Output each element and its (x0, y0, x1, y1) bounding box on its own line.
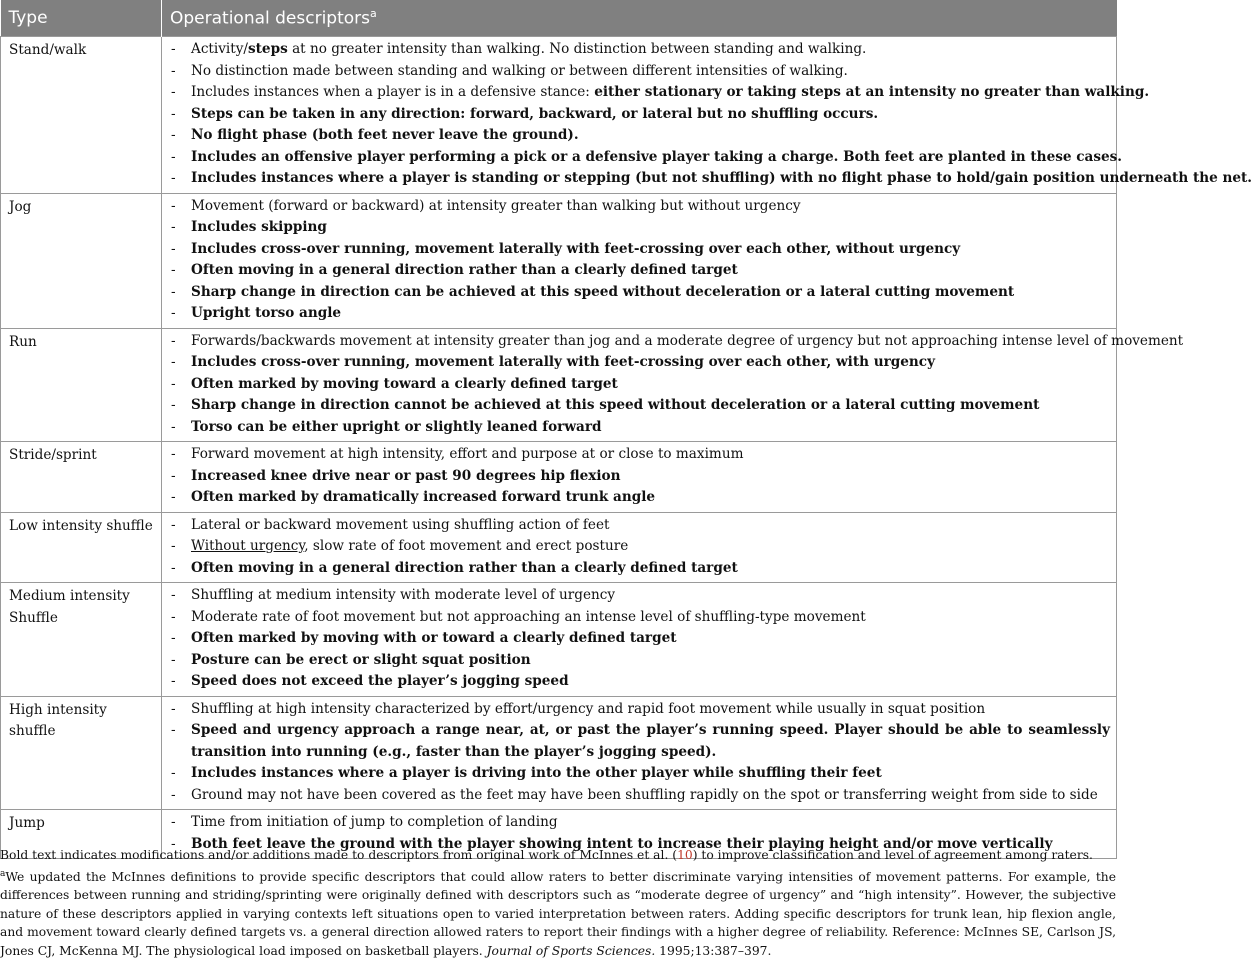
movement-type: Jump (1, 810, 162, 859)
descriptor-text: Shuffling at high intensity characterized by effort/urgency and rapid foot movement while usually in squat position (191, 700, 986, 717)
bullet-dash: - (171, 673, 176, 689)
bullet-dash: - (171, 127, 176, 143)
descriptor-text: Speed and urgency approach a range near, at, or past the player’s running speed. Player should be able to seamlessly transition into running (e.g., faster than the player’s jogging speed). (191, 722, 1110, 760)
operational-descriptors (162, 193, 1117, 328)
reference-link[interactable]: 10 (677, 848, 693, 862)
bullet-dash: - (171, 84, 176, 100)
bullet-dash: - (171, 722, 176, 738)
bullet-dash: - (171, 835, 176, 852)
bullet-dash: - (171, 105, 176, 122)
descriptor-item (162, 536, 1116, 558)
descriptor-text: , slow rate of foot movement and erect posture (304, 538, 629, 554)
bullet-dash: - (171, 219, 176, 235)
descriptor-text: No distinction made between standing and walking or between different intensities of walking. (191, 62, 848, 79)
descriptor-text: Increased knee drive near or past 90 degrees hip flexion (191, 467, 621, 484)
bullet-dash: - (171, 700, 176, 717)
descriptor-item (162, 168, 1252, 190)
descriptor-text: Includes cross-over running, movement laterally with feet-crossing over each other, with urgency (191, 354, 935, 370)
descriptor-text: Sharp change in direction cannot be achieved at this speed without deceleration or a lateral cutting movement (191, 397, 1040, 413)
descriptor-item (162, 515, 1116, 537)
descriptor-item (162, 671, 1116, 693)
operational-descriptors (162, 512, 1117, 583)
table-row (1, 37, 1117, 194)
movement-type: Medium intensity Shuffle (1, 583, 162, 697)
bullet-dash: - (171, 148, 176, 165)
bullet-dash: - (171, 630, 176, 646)
movement-type: Stand/walk (1, 37, 162, 194)
descriptor-text: No flight phase (both feet never leave the ground). (191, 127, 579, 143)
descriptor-text: Forward movement at high intensity, effort and purpose at or close to maximum (191, 446, 744, 462)
bullet-dash: - (171, 197, 176, 214)
descriptor-item (162, 282, 1116, 304)
table-row (1, 193, 1117, 328)
bullet-dash: - (171, 516, 176, 533)
bullet-dash: - (171, 559, 176, 576)
bullet-dash: - (171, 262, 176, 278)
descriptor-item (162, 487, 1116, 509)
table-notes (0, 846, 1116, 960)
bullet-dash: - (171, 305, 176, 321)
table-row (1, 696, 1117, 810)
descriptor-text: steps (248, 41, 288, 57)
bullet-dash: - (171, 240, 176, 257)
bullet-dash: - (171, 375, 176, 392)
descriptor-text: Includes an offensive player performing a pick or a defensive player taking a charge. Both feet are planted in these cases. (191, 148, 1123, 165)
movement-type: Stride/sprint (1, 442, 162, 513)
bullet-dash: - (171, 651, 176, 668)
bullet-dash: - (171, 283, 176, 300)
descriptor-item (162, 558, 1116, 580)
descriptor-text: Includes skipping (191, 219, 327, 235)
bullet-dash: - (171, 446, 176, 462)
bullet-dash: - (171, 786, 176, 803)
descriptor-item (162, 812, 1116, 834)
descriptor-text: Time from initiation of jump to completion of landing (191, 814, 558, 830)
bullet-dash: - (171, 765, 176, 781)
descriptor-text: Moderate rate of foot movement but not approaching an intense level of shuffling-type movement (191, 608, 866, 625)
descriptor-item (162, 628, 1116, 650)
operational-descriptors (162, 328, 1184, 442)
descriptor-text: Without urgency (191, 538, 305, 554)
descriptor-item (162, 785, 1116, 807)
descriptor-item (162, 260, 1116, 282)
descriptor-item (162, 466, 1116, 488)
descriptor-text: Includes cross-over running, movement laterally with feet-crossing over each other, without urgency (191, 240, 961, 257)
descriptor-text: Lateral or backward movement using shuffling action of feet (191, 516, 610, 533)
descriptor-text: Torso can be either upright or slightly leaned forward (191, 418, 602, 435)
descriptor-text: Includes instances when a player is in a defensive stance: (191, 84, 595, 100)
bullet-dash: - (171, 418, 176, 435)
table-row (1, 583, 1117, 697)
descriptor-text: Often marked by moving with or toward a clearly defined target (191, 630, 677, 646)
bullet-dash: - (171, 467, 176, 484)
descriptor-item (162, 104, 1116, 126)
table-header-row (1, 0, 1117, 37)
descriptor-item (162, 417, 1116, 439)
descriptor-text: Often marked by dramatically increased forward trunk angle (191, 489, 656, 505)
bullet-dash: - (171, 608, 176, 625)
descriptor-item (162, 699, 1116, 721)
footnote-a: $^a$We updated the McInnes definitions to provide specific descriptors that could allow raters to better discriminate varying intensities of movement patterns. For example, the differences between running and striding/sprinting were originally defined with descriptors such as “moderate degree of urgency” and “high intensity”. However, the subjective nature of these descriptors applied in varying contexts left situations open to varied interpretation between raters. Adding specific descriptors for trunk lean, hip flexion angle, and movement toward clearly defined targets vs. a general direction allowed raters to report their findings with a higher degree of reliability. Reference: McInnes SE, Carlson JS, Jones CJ, McKenna MJ. The physiological load imposed on basketball players. Journal of Sports Sciences. 1995;13:387–397. (0, 868, 1116, 958)
descriptor-item (162, 352, 1116, 374)
descriptor-item (162, 217, 1116, 239)
bullet-dash: - (171, 170, 176, 186)
descriptor-text: Ground may not have been covered as the feet may have been shuffling rapidly on the spot or transferring weight from side to side (191, 786, 1098, 803)
descriptor-item (162, 374, 1116, 396)
descriptor-text: at no greater intensity than walking. No distinction between standing and walking. (287, 41, 867, 57)
descriptor-text: Sharp change in direction can be achieved at this speed without deceleration or a lateral cutting movement (191, 283, 1015, 300)
descriptor-text: Often moving in a general direction rather than a clearly defined target (191, 559, 738, 576)
journal-name: Journal of Sports Sciences. (486, 943, 656, 958)
descriptor-item (162, 650, 1116, 672)
header-descriptors: Operational descriptors$^a$ (162, 0, 1117, 37)
descriptor-text: Upright torso angle (191, 305, 342, 321)
descriptor-text: Often moving in a general direction rather than a clearly defined target (191, 262, 738, 278)
descriptor-text: Forwards/backwards movement at intensity greater than jog and a moderate degree of urgency but not approaching intense level of movement (191, 332, 1184, 349)
bullet-dash: - (171, 489, 176, 505)
descriptor-item (162, 331, 1184, 353)
bullet-dash: - (171, 62, 176, 79)
descriptor-text: Activity/ (191, 41, 248, 57)
footnote-mark: a (0, 868, 6, 879)
descriptor-item (162, 82, 1150, 104)
descriptor-text: Both feet leave the ground with the player showing intent to increase their playing height and/or move vertically (191, 835, 1053, 852)
table-body (1, 37, 1252, 859)
movement-type: High intensity shuffle (1, 696, 162, 810)
table-row (1, 442, 1117, 513)
descriptor-item (162, 585, 1116, 607)
bullet-dash: - (171, 538, 176, 554)
descriptor-item (162, 303, 1116, 325)
operational-descriptors (162, 442, 1117, 513)
descriptor-text: Posture can be erect or slight squat position (191, 651, 531, 668)
descriptor-text: Movement (forward or backward) at intensity greater than walking but without urgency (191, 197, 801, 214)
movement-type: Low intensity shuffle (1, 512, 162, 583)
bullet-dash: - (171, 354, 176, 370)
movement-type: Run (1, 328, 162, 442)
descriptor-text: Steps can be taken in any direction: forward, backward, or lateral but no shuffling occurs. (191, 105, 879, 122)
descriptor-text: either stationary or taking steps at an intensity no greater than walking. (594, 84, 1150, 100)
table-row (1, 328, 1117, 442)
descriptor-item (162, 196, 1116, 218)
descriptor-item (162, 720, 1116, 763)
bullet-dash: - (171, 587, 176, 603)
operational-descriptors (162, 583, 1117, 697)
table-row (1, 512, 1117, 583)
bold-text-note: Bold text indicates modifications and/or additions made to descriptors from original work of McInnes et al. (10) to improve classification and level of agreement among raters. (0, 848, 1093, 862)
descriptor-item (162, 61, 1116, 83)
descriptor-text: Often marked by moving toward a clearly defined target (191, 375, 618, 392)
descriptor-item (162, 147, 1123, 169)
movement-type: Jog (1, 193, 162, 328)
header-footnote-mark: a (370, 7, 377, 21)
descriptor-text: Includes instances where a player is driving into the other player while shuffling their feet (191, 765, 882, 781)
bullet-dash: - (171, 41, 176, 57)
operational-descriptors (162, 37, 1252, 194)
descriptor-item (162, 444, 1116, 466)
descriptor-item (162, 607, 1116, 629)
bullet-dash: - (171, 814, 176, 830)
operational-descriptors (162, 696, 1117, 810)
descriptor-item (162, 395, 1116, 417)
bullet-dash: - (171, 397, 176, 413)
descriptor-text: Includes instances where a player is standing or stepping (but not shuffling) with no flight phase to hold/gain position underneath the net. (191, 170, 1252, 186)
header-type: Type (1, 0, 162, 37)
descriptor-item (162, 239, 1116, 261)
descriptor-text: Speed does not exceed the player’s jogging speed (191, 673, 569, 689)
descriptor-text: Shuffling at medium intensity with moderate level of urgency (191, 587, 616, 603)
descriptor-item (162, 763, 1116, 785)
descriptor-item (162, 125, 1116, 147)
bullet-dash: - (171, 332, 176, 349)
descriptor-item (162, 39, 1116, 61)
